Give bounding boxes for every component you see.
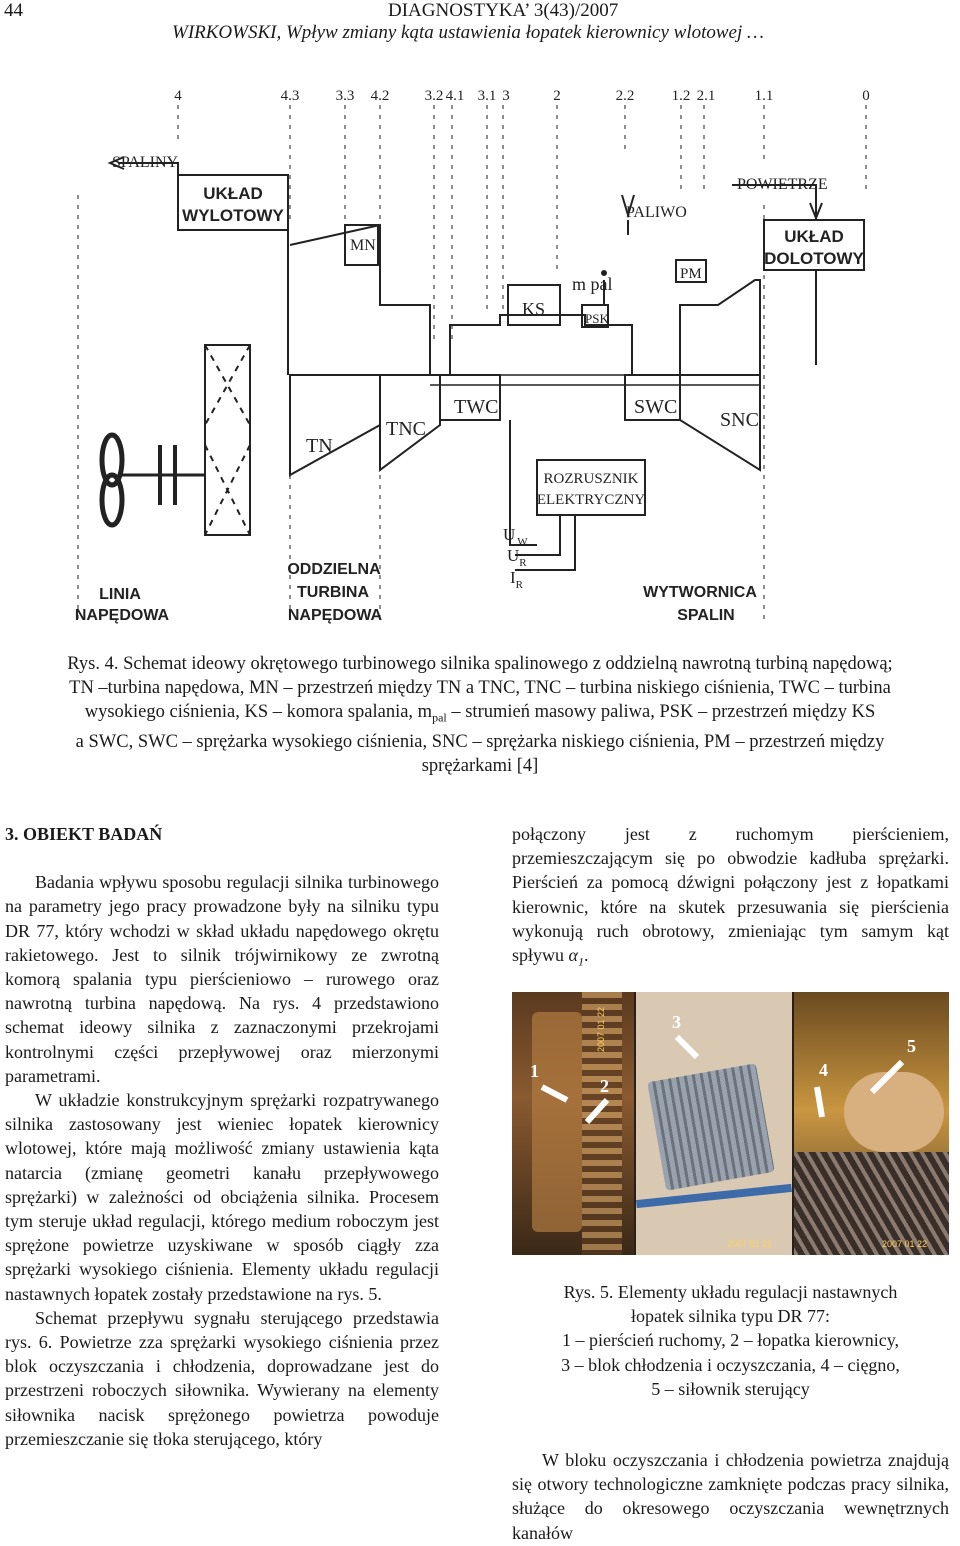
- label-m-pal: m pal: [572, 274, 613, 294]
- label-ur-sub: R: [519, 557, 527, 569]
- section-number: 4: [174, 88, 182, 104]
- caption-line: łopatek silnika typu DR 77:: [631, 1306, 830, 1327]
- section-number: 2.1: [696, 88, 716, 104]
- photo-stamp: 2007 01 22: [727, 1239, 773, 1249]
- journal-name: DIAGNOSTYKA’ 3(43)/2007: [388, 0, 619, 21]
- label-oddzielna: ODDZIELNA: [287, 561, 381, 578]
- section-number: 0: [862, 88, 870, 104]
- arrow-3-icon: [677, 1037, 697, 1057]
- label-ir-sub: R: [515, 579, 524, 591]
- label-oddzielna: NAPĘDOWA: [287, 607, 383, 624]
- caption-line: Rys. 5. Elementy układu regulacji nastawnych: [563, 1282, 898, 1302]
- caption-text: wysokiego ciśnienia, KS – komora spalania, m: [84, 702, 433, 722]
- engine-schematic: [0, 75, 960, 627]
- label-2: 2: [600, 1076, 609, 1096]
- section-heading: 3. OBIEKT BADAŃ: [5, 824, 163, 844]
- figure5-photos: [512, 992, 949, 1255]
- label-twc: TWC: [454, 396, 499, 418]
- section-number: 3.1: [477, 88, 497, 104]
- section-number: 1.2: [671, 88, 691, 104]
- left-column: [5, 822, 439, 1451]
- photo-stamp: 2007 01 22: [882, 1239, 928, 1249]
- arrow-2-icon: [587, 1100, 607, 1122]
- label-psk: PSK: [585, 311, 609, 326]
- section-number: 3.2: [424, 88, 444, 104]
- caption-line: Rys. 4. Schemat ideowy okrętowego turbinowego silnika spalinowego z oddzielną nawrotną turbiną napędową;: [67, 654, 893, 674]
- label-ks: KS: [522, 299, 546, 319]
- label-ir: [510, 568, 524, 591]
- caption-subscript: pal: [432, 710, 447, 725]
- caption-line: sprężarkami [4]: [421, 755, 539, 776]
- paragraph-text: .: [583, 945, 589, 966]
- right-column-top: [512, 822, 949, 974]
- section-number: 3.3: [335, 88, 355, 104]
- section-number: 2: [553, 88, 561, 104]
- label-5: 5: [907, 1036, 916, 1056]
- caption-text: – strumień masowy paliwa, PSK – przestrzeń między KS: [446, 702, 876, 722]
- photo-annotations: [512, 992, 949, 1255]
- paragraph-text: połączony jest z ruchomym pierścieniem, przemieszczającym się po obwodzie kadłuba sprężarki. Pierścień za pomocą dźwigni połączony jest z łopatkami kierownic, które na skutek przesuwania się pierścienia wykonują ruch obrotowy, zmieniając tym samym kąt spływu: [512, 824, 949, 966]
- right-column-bottom: [512, 1448, 949, 1545]
- label-u: U: [503, 525, 516, 544]
- caption-line: 3 – blok chłodzenia i oczyszczania, 4 – cięgno,: [561, 1354, 900, 1375]
- paragraph: Badania wpływu sposobu regulacji silnika turbinowego na parametry jego pracy prowadzone były na silniku typu DR 77, który wchodzi w skład układu napędowego okrętu rakietowego. Jest to silnik trójwirnikowy ze zwrotną komorą spalania typu pierścieniowo – rurowego oraz nawrotną turbina napędową. Na rys. 4 przedstawiono schemat ideowy silnika z zaznaczonymi przekrojami kontrolnymi części przepływowej oraz mierzonymi parametrami.: [5, 872, 439, 1086]
- label-1: 1: [530, 1061, 539, 1081]
- caption-line: 1 – pierścień ruchomy, 2 – łopatka kierownicy,: [561, 1330, 900, 1351]
- paragraph: [512, 822, 949, 974]
- label-ur-u: U: [507, 546, 520, 565]
- label-wytwornica: SPALIN: [677, 607, 735, 624]
- figure4-caption: [0, 652, 960, 778]
- paragraph: W układzie konstrukcyjnym sprężarki rozpatrywanego silnika zastosowany jest wieniec łopatek kierownicy wlotowej, które mają możliwość zmiany ustawienia kąta natarcia (zmianę geometri kanału przepływowego sprężarki) w zależności od obciążenia silnika. Procesem tym steruje układ regulacji, którego medium roboczym jest sprężone powietrze uzyskiwane w sposób ciągły zza sprężarki wysokiego ciśnienia. Elementy układu regulacji nastawnych łopatek zostały przedstawione na rys. 5.: [5, 1090, 439, 1304]
- paragraph: Schemat przepływu sygnału sterującego przedstawia rys. 6. Powietrze zza sprężarki wysokiego ciśnienia przez blok oczyszczania i chłodzenia, doprowadzane jest do przestrzeni roboczych siłownika. Wywierany na elementy siłownika nacisk sprężonego powietrza powoduje przemieszczanie się tłoka sterującego, który: [5, 1307, 439, 1449]
- arrow-5-icon: [872, 1062, 902, 1092]
- label-rozrusznik: ELEKTRYCZNY: [536, 492, 646, 508]
- section-number: 4.2: [370, 88, 390, 104]
- section-number-labels: [174, 88, 870, 104]
- label-mn: MN: [350, 237, 376, 254]
- label-snc: SNC: [720, 409, 759, 431]
- caption-line: a SWC, SWC – sprężarka wysokiego ciśnienia, SNC – sprężarka niskiego ciśnienia, PM – przestrzeń między: [75, 731, 885, 752]
- section-number: 4.3: [280, 88, 300, 104]
- figure5-caption: [512, 1280, 949, 1401]
- label-powietrze: POWIETRZE: [737, 176, 828, 193]
- tn-turbine: [290, 375, 380, 475]
- label-uklad-wylotowy: WYLOTOWY: [182, 206, 284, 225]
- label-rozrusznik: ROZRUSZNIK: [543, 471, 639, 487]
- photo-stamp: 2007 01 22: [596, 1006, 606, 1052]
- label-uklad-dolotowy: UKŁAD: [784, 227, 844, 246]
- label-uklad-dolotowy: DOLOTOWY: [764, 249, 864, 268]
- page-number: 44: [4, 0, 23, 21]
- label-paliwo: PALIWO: [626, 204, 687, 221]
- label-tnc: TNC: [386, 418, 426, 440]
- alpha-symbol: α: [568, 945, 578, 966]
- label-ir-i: I: [510, 568, 516, 587]
- label-pm: PM: [680, 266, 702, 282]
- section-number: 4.1: [445, 88, 465, 104]
- section-number: 3: [502, 88, 510, 104]
- label-ur: [507, 546, 527, 569]
- caption-line: [0, 700, 960, 730]
- label-tn: TN: [306, 435, 333, 457]
- label-4: 4: [819, 1060, 828, 1080]
- paragraph: W bloku oczyszczania i chłodzenia powietrza znajdują się otwory technologiczne zamknięte podczas pracy silnika, służące do okresowego oczyszczania wewnętrznych kanałów: [512, 1450, 949, 1543]
- label-oddzielna: TURBINA: [297, 584, 369, 601]
- label-3: 3: [672, 1012, 681, 1032]
- section-number: 2.2: [615, 88, 635, 104]
- label-linia: NAPĘDOWA: [74, 607, 170, 624]
- caption-line: 5 – siłownik sterujący: [651, 1378, 810, 1399]
- running-title: [172, 22, 764, 44]
- caption-line: TN –turbina napędowa, MN – przestrzeń między TN a TNC, TNC – turbina niskiego ciśnienia, TWC – turbina: [69, 678, 891, 698]
- label-linia: LINIA: [99, 586, 141, 603]
- label-w-sub: W: [517, 536, 528, 548]
- label-uklad-wylotowy: UKŁAD: [203, 184, 263, 203]
- arrow-1-icon: [542, 1087, 567, 1100]
- alpha-subscript: 1: [577, 954, 584, 969]
- label-spaliny: SPALINY: [112, 154, 179, 171]
- label-wytwornica: WYTWORNICA: [643, 584, 757, 601]
- label-swc: SWC: [634, 396, 678, 418]
- section-number: 1.1: [754, 88, 774, 104]
- running-title-text: WIRKOWSKI, Wpływ zmiany kąta ustawienia łopatek kierownicy wlotowej …: [172, 22, 764, 43]
- arrow-4-icon: [817, 1087, 822, 1117]
